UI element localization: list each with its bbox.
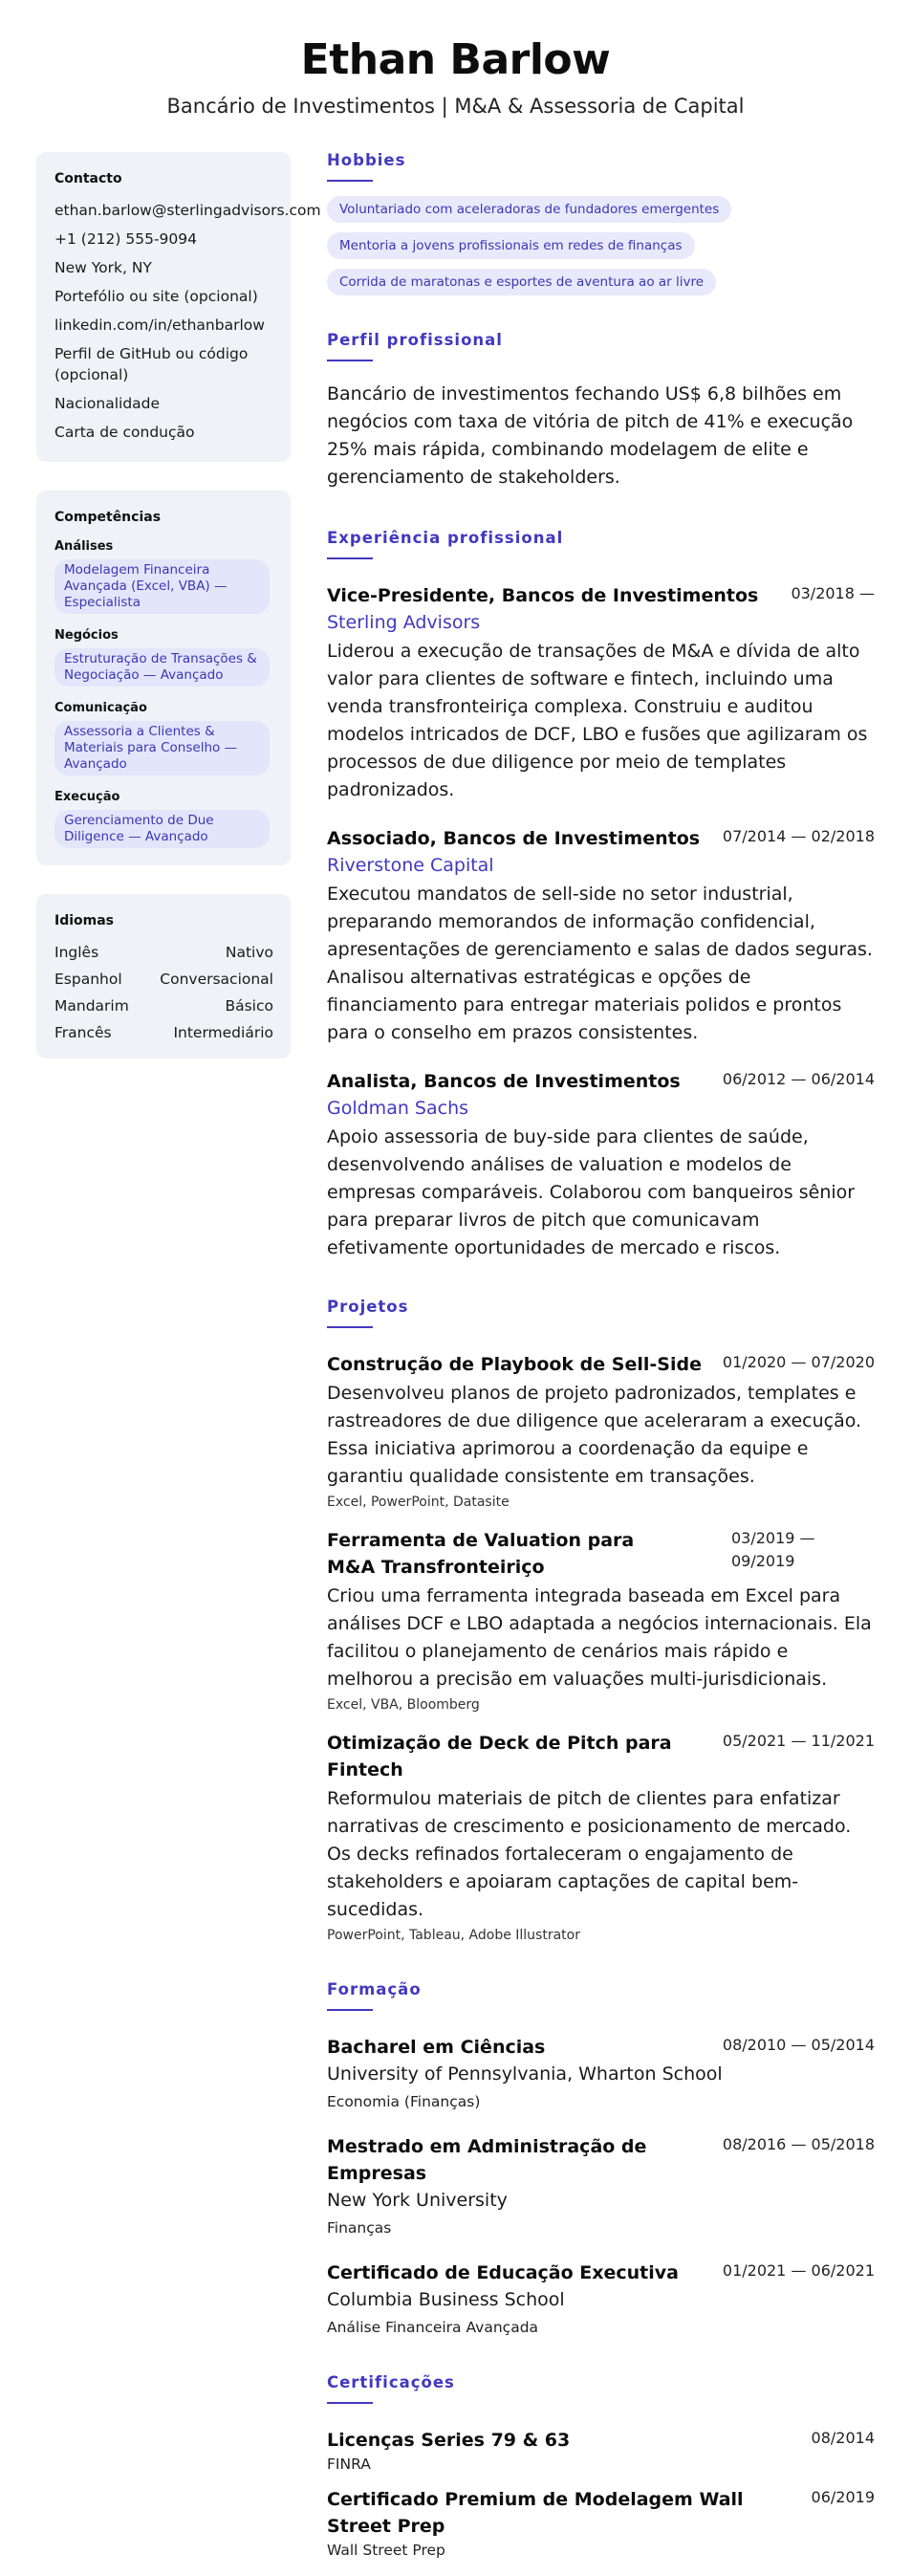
education-dates: 08/2010 — 05/2014: [722, 2036, 875, 2054]
language-level: Intermediário: [173, 1024, 273, 1041]
language-row: [54, 995, 273, 1016]
language-level: Conversacional: [160, 971, 273, 988]
sidebar: [36, 152, 321, 1087]
skill-pill: Modelagem Financeira Avançada (Excel, VBA) — Especialista: [54, 559, 270, 614]
hobby-list: [327, 196, 875, 305]
entry-header: [327, 2133, 875, 2187]
job-description: Executou mandatos de sell-side no setor industrial, preparando memorandos de informação confidencial, apresentações de gerenciamento e salas de dados seguras. Analisou alternativas estratégicas e opções de financiamento para entregar materiais polidos e prontos para o conselho em prazos consistentes.: [327, 884, 873, 1043]
job-dates: 03/2018 —: [791, 584, 875, 602]
school-name: Columbia Business School: [327, 2289, 565, 2310]
project-description: Criou uma ferramenta integrada baseada em Excel para análises DCF e LBO adaptada a negócios internacionais. Ela facilitou o planejamento de cenários mais rápido e melhorou a precisão em valuações multi-jurisdicionais.: [327, 1585, 872, 1690]
language-name: Mandarim: [54, 997, 129, 1015]
project-entry: [327, 1730, 875, 1945]
entry-header: [327, 1730, 875, 1783]
contact-phone[interactable]: +1 (212) 555-9094: [54, 230, 198, 248]
certification-name: Licenças Series 79 & 63: [327, 2430, 571, 2451]
language-name: Inglês: [54, 944, 99, 961]
hobby-pill: Voluntariado com aceleradoras de fundadores emergentes: [327, 196, 731, 223]
project-entry: [327, 1351, 875, 1512]
certification-entry: [327, 2486, 875, 2561]
certification-entry: [327, 2427, 875, 2475]
language-row: [54, 942, 273, 963]
project-dates: 03/2019 — 09/2019: [731, 1529, 815, 1570]
skill-group-title: Negócios: [54, 628, 119, 643]
hobby-pill: Corrida de maratonas e esportes de aventura ao ar livre: [327, 269, 716, 295]
contact-email[interactable]: ethan.barlow@sterlingadvisors.com: [54, 202, 321, 219]
skill-group-title: Análises: [54, 539, 114, 554]
section-title-certifications: Certificações: [327, 2373, 455, 2391]
skill-pill: Gerenciamento de Due Diligence — Avançado: [54, 810, 270, 848]
project-entry: [327, 1527, 875, 1714]
job-title: Analista, Bancos de Investimentos: [327, 1071, 681, 1092]
skills-card: [36, 491, 291, 865]
language-row: [54, 1022, 273, 1043]
certification-issuer: FINRA: [327, 2456, 371, 2473]
project-description: Reformulou materiais de pitch de clientes para enfatizar narrativas de crescimento e posicionamento de mercado. Os decks refinados fortaleceram o engajamento de stakeholders e apoiaram captações de capital bem-sucedidas.: [327, 1788, 852, 1920]
field-of-study: Finanças: [327, 2219, 392, 2237]
skill-pill: Estruturação de Transações & Negociação — Avançado: [54, 648, 270, 687]
degree-name: Bacharel em Ciências: [327, 2037, 546, 2058]
company-name: Goldman Sachs: [327, 1098, 469, 1119]
contact-card: [36, 152, 321, 462]
job-title: Associado, Bancos de Investimentos: [327, 828, 701, 849]
section-title-hobbies: Hobbies: [327, 151, 406, 169]
section-title-projects: Projetos: [327, 1298, 409, 1316]
project-dates: 01/2020 — 07/2020: [722, 1353, 875, 1371]
skill-group: [54, 789, 273, 848]
school-name: New York University: [327, 2190, 508, 2211]
degree-name: Certificado de Educação Executiva: [327, 2262, 679, 2283]
degree-name: Mestrado em Administração de Empresas: [327, 2136, 647, 2184]
skill-pill: Assessoria a Clientes & Materiais para Conselho — Avançado: [54, 721, 270, 775]
resume-header: [0, 33, 911, 120]
main-column: [327, 150, 875, 2576]
job-description: Apoio assessoria de buy-side para clientes de saúde, desenvolvendo análises de valuation e modelos de empresas comparáveis. Colaborou com banqueiros sênior para preparar livros de pitch que comunicavam efetivamente oportunidades de mercado e riscos.: [327, 1126, 856, 1258]
section-title-experience: Experiência profissional: [327, 529, 564, 547]
candidate-headline: Bancário de Investimentos | M&A & Assessoria de Capital: [166, 95, 745, 118]
certification-date: 08/2014: [811, 2429, 875, 2447]
project-description: Desenvolveu planos de projeto padronizados, templates e rastreadores de due diligence que aceleraram a execução. Essa iniciativa aprimorou a coordenação da equipe e garantiu qualidade consistente em transações.: [327, 1383, 862, 1487]
project-tools: PowerPoint, Tableau, Adobe Illustrator: [327, 1928, 580, 1943]
language-name: Francês: [54, 1024, 112, 1041]
company-name: Riverstone Capital: [327, 855, 494, 876]
contact-location: New York, NY: [54, 259, 152, 276]
languages-card: [36, 894, 291, 1059]
language-name: Espanhol: [54, 971, 122, 988]
project-name: Otimização de Deck de Pitch para Fintech: [327, 1733, 672, 1780]
projects-section: [327, 1297, 875, 1945]
education-section: [327, 1979, 875, 2338]
contact-github[interactable]: Perfil de GitHub ou código (opcional): [54, 345, 249, 383]
project-tools: Excel, VBA, Bloomberg: [327, 1697, 480, 1713]
section-divider: [327, 2009, 373, 2011]
project-dates: 05/2021 — 11/2021: [722, 1732, 875, 1750]
hobbies-section: [327, 150, 875, 305]
certification-issuer: Wall Street Prep: [327, 2542, 445, 2559]
language-level: Nativo: [225, 944, 273, 961]
section-divider: [327, 180, 373, 182]
section-divider: [327, 360, 373, 361]
entry-header: [327, 2034, 875, 2061]
hobby-pill: Mentoria a jovens profissionais em redes de finanças: [327, 232, 695, 259]
entry-header: [327, 2427, 875, 2454]
job-dates: 06/2012 — 06/2014: [722, 1070, 875, 1088]
field-of-study: Economia (Finanças): [327, 2093, 481, 2110]
education-entry: [327, 2259, 875, 2338]
education-entry: [327, 2133, 875, 2238]
education-dates: 01/2021 — 06/2021: [722, 2261, 875, 2280]
project-tools: Excel, PowerPoint, Datasite: [327, 1495, 510, 1510]
entry-header: [327, 2486, 875, 2540]
project-name: Construção de Playbook de Sell-Side: [327, 1354, 702, 1375]
section-title-education: Formação: [327, 1980, 422, 1998]
section-title-profile: Perfil profissional: [327, 331, 503, 349]
contact-portfolio[interactable]: Portefólio ou site (opcional): [54, 288, 258, 305]
language-level: Básico: [225, 997, 273, 1015]
certifications-section: [327, 2372, 875, 2561]
candidate-name: Ethan Barlow: [300, 35, 611, 84]
contact-linkedin[interactable]: linkedin.com/in/ethanbarlow: [54, 317, 265, 334]
certification-name: Certificado Premium de Modelagem Wall Street Prep: [327, 2489, 744, 2537]
skill-group: [54, 700, 273, 775]
profile-summary: Bancário de investimentos fechando US$ 6,8 bilhões em negócios com taxa de vitória de pitch de 41% e execução 25% mais rápida, combinando modelagem de elite e gerenciamento de stakeholders.: [327, 383, 854, 488]
job-title: Vice-Presidente, Bancos de Investimentos: [327, 585, 759, 606]
job-description: Liderou a execução de transações de M&A e dívida de alto valor para clientes de software e fintech, incluindo uma venda transfronteiriça complexa. Construiu e auditou modelos intricados de DCF, LBO e fusões que agilizaram os processos de due diligence por meio de templates padronizados.: [327, 641, 868, 800]
entry-header: [327, 2259, 875, 2286]
education-dates: 08/2016 — 05/2018: [722, 2135, 875, 2153]
field-of-study: Análise Financeira Avançada: [327, 2319, 539, 2336]
contact-nationality: Nacionalidade: [54, 395, 161, 412]
skill-group-title: Execução: [54, 790, 120, 804]
skills-title: Competências: [54, 510, 162, 525]
section-divider: [327, 1326, 373, 1328]
job-dates: 07/2014 — 02/2018: [722, 827, 875, 845]
company-name: Sterling Advisors: [327, 612, 481, 633]
certification-date: 06/2019: [811, 2488, 875, 2506]
skill-group-title: Comunicação: [54, 701, 147, 715]
entry-header: [327, 1527, 875, 1581]
school-name: University of Pennsylvania, Wharton School: [327, 2063, 723, 2085]
entry-header: [327, 582, 875, 609]
project-name: Ferramenta de Valuation para M&A Transfronteiriço: [327, 1530, 635, 1578]
profile-section: [327, 330, 875, 491]
language-row: [54, 969, 273, 990]
entry-header: [327, 1351, 875, 1378]
section-divider: [327, 557, 373, 559]
experience-section: [327, 528, 875, 1262]
contact-title: Contacto: [54, 171, 122, 186]
entry-header: [327, 825, 875, 852]
experience-entry: [327, 582, 875, 804]
skill-group: [54, 538, 273, 614]
languages-title: Idiomas: [54, 913, 115, 928]
skill-group: [54, 627, 273, 687]
entry-header: [327, 1068, 875, 1095]
experience-entry: [327, 825, 875, 1047]
contact-license: Carta de condução: [54, 424, 195, 441]
experience-entry: [327, 1068, 875, 1262]
education-entry: [327, 2034, 875, 2112]
section-divider: [327, 2402, 373, 2404]
